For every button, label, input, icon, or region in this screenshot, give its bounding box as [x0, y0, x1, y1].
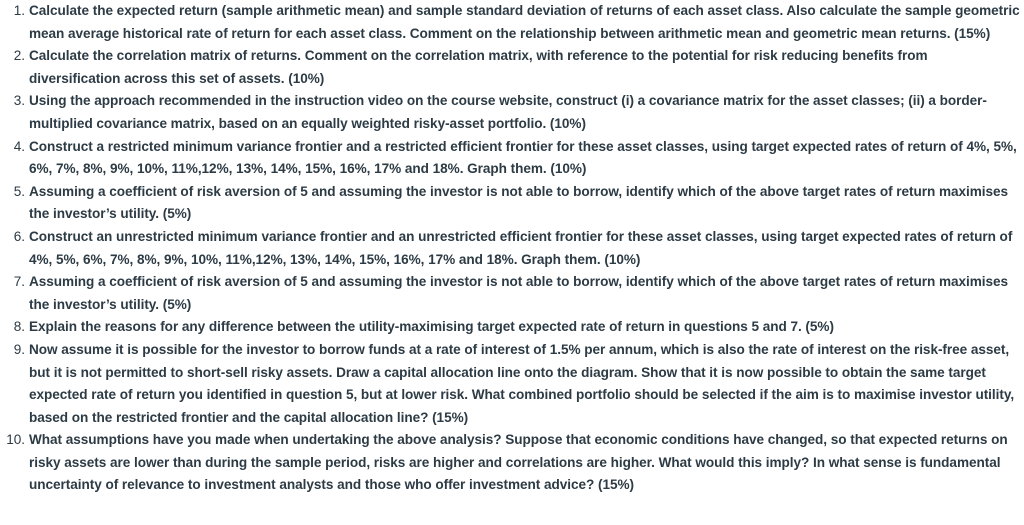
question-item-9: [0, 339, 1024, 429]
question-number: 4.: [13, 138, 25, 154]
question-text: Assuming a coefficient of risk aversion of 5 and assuming the investor is not able to borrow, identify which of the above target rates of return maximises the investor’s utility. (5%): [29, 274, 1009, 312]
question-text: Calculate the correlation matrix of returns. Comment on the correlation matrix, with reference to the potential for risk reducing benefits from diversification across this set of assets. (10%): [29, 48, 928, 86]
question-item-2: [0, 45, 1024, 90]
question-number: 8.: [13, 319, 25, 335]
question-number: 2.: [13, 48, 25, 64]
question-item-10: [0, 429, 1024, 497]
question-item-4: [0, 136, 1024, 181]
question-number: 1.: [13, 3, 25, 18]
question-number: 10.: [6, 432, 25, 448]
question-text: Construct an unrestricted minimum variance frontier and an unrestricted efficient frontier for these asset classes, using target expected rates of return of 4%, 5%, 6%, 7%, 8%, 9%, 10%, 11%,12%, 13%, 14%, 15%, 16%, 17% and 18%. Graph them. (10%): [29, 228, 1013, 267]
question-item-1: [0, 0, 1024, 45]
question-number: 3.: [13, 93, 25, 109]
question-number: 6.: [13, 228, 25, 244]
question-number: 9.: [13, 341, 25, 357]
question-text: Using the approach recommended in the instruction video on the course website, construct (i) a covariance matrix for the asset classes; (ii) a border-multiplied covariance matrix, based on an equally weighted risky-asset portfolio. (10%): [29, 93, 987, 131]
question-text: Now assume it is possible for the investor to borrow funds at a rate of interest of 1.5% per annum, which is also the rate of interest on the risk-free asset, but it is not permitted to short-sell risky assets. Draw a capital allocation line onto the diagram. Show that it is now possible to obtain the same target expected rate of return you identified in question 5, but at lower risk. What combined portfolio should be selected if the aim is to maximise investor utility, based on the restricted frontier and the capital allocation line? (15%): [29, 341, 1015, 425]
question-item-7: [0, 271, 1024, 316]
question-text: Construct a restricted minimum variance frontier and a restricted efficient frontier for these asset classes, using target expected rates of return of 4%, 5%, 6%, 7%, 8%, 9%, 10%, 11%,12%, 13%, 14%, 15%, 16%, 17% and 18%. Graph them. (10%): [29, 138, 1017, 177]
question-text: Calculate the expected return (sample arithmetic mean) and sample standard deviation of returns of each asset class. Also calculate the sample geometric mean average historical rate of return for each asset class. Comment on the relationship between arithmetic mean and geometric mean returns. (15%): [29, 3, 1020, 41]
question-item-6: [0, 226, 1024, 271]
question-item-5: [0, 181, 1024, 226]
question-text: What assumptions have you made when undertaking the above analysis? Suppose that economic conditions have changed, so that expected returns on risky assets are lower than during the sample period, risks are higher and correlations are higher. What would this imply? In what sense is fundamental uncertainty of relevance to investment analysts and those who offer investment advice? (15%): [29, 432, 1008, 493]
question-text: Assuming a coefficient of risk aversion of 5 and assuming the investor is not able to borrow, identify which of the above target rates of return maximises the investor’s utility. (5%): [29, 183, 1009, 222]
question-text: Explain the reasons for any difference between the utility-maximising target expected rate of return in questions 5 and 7. (5%): [29, 319, 834, 335]
question-number: 7.: [13, 274, 25, 290]
question-number: 5.: [13, 183, 25, 199]
question-item-3: [0, 90, 1024, 135]
question-item-8: [0, 316, 1024, 339]
